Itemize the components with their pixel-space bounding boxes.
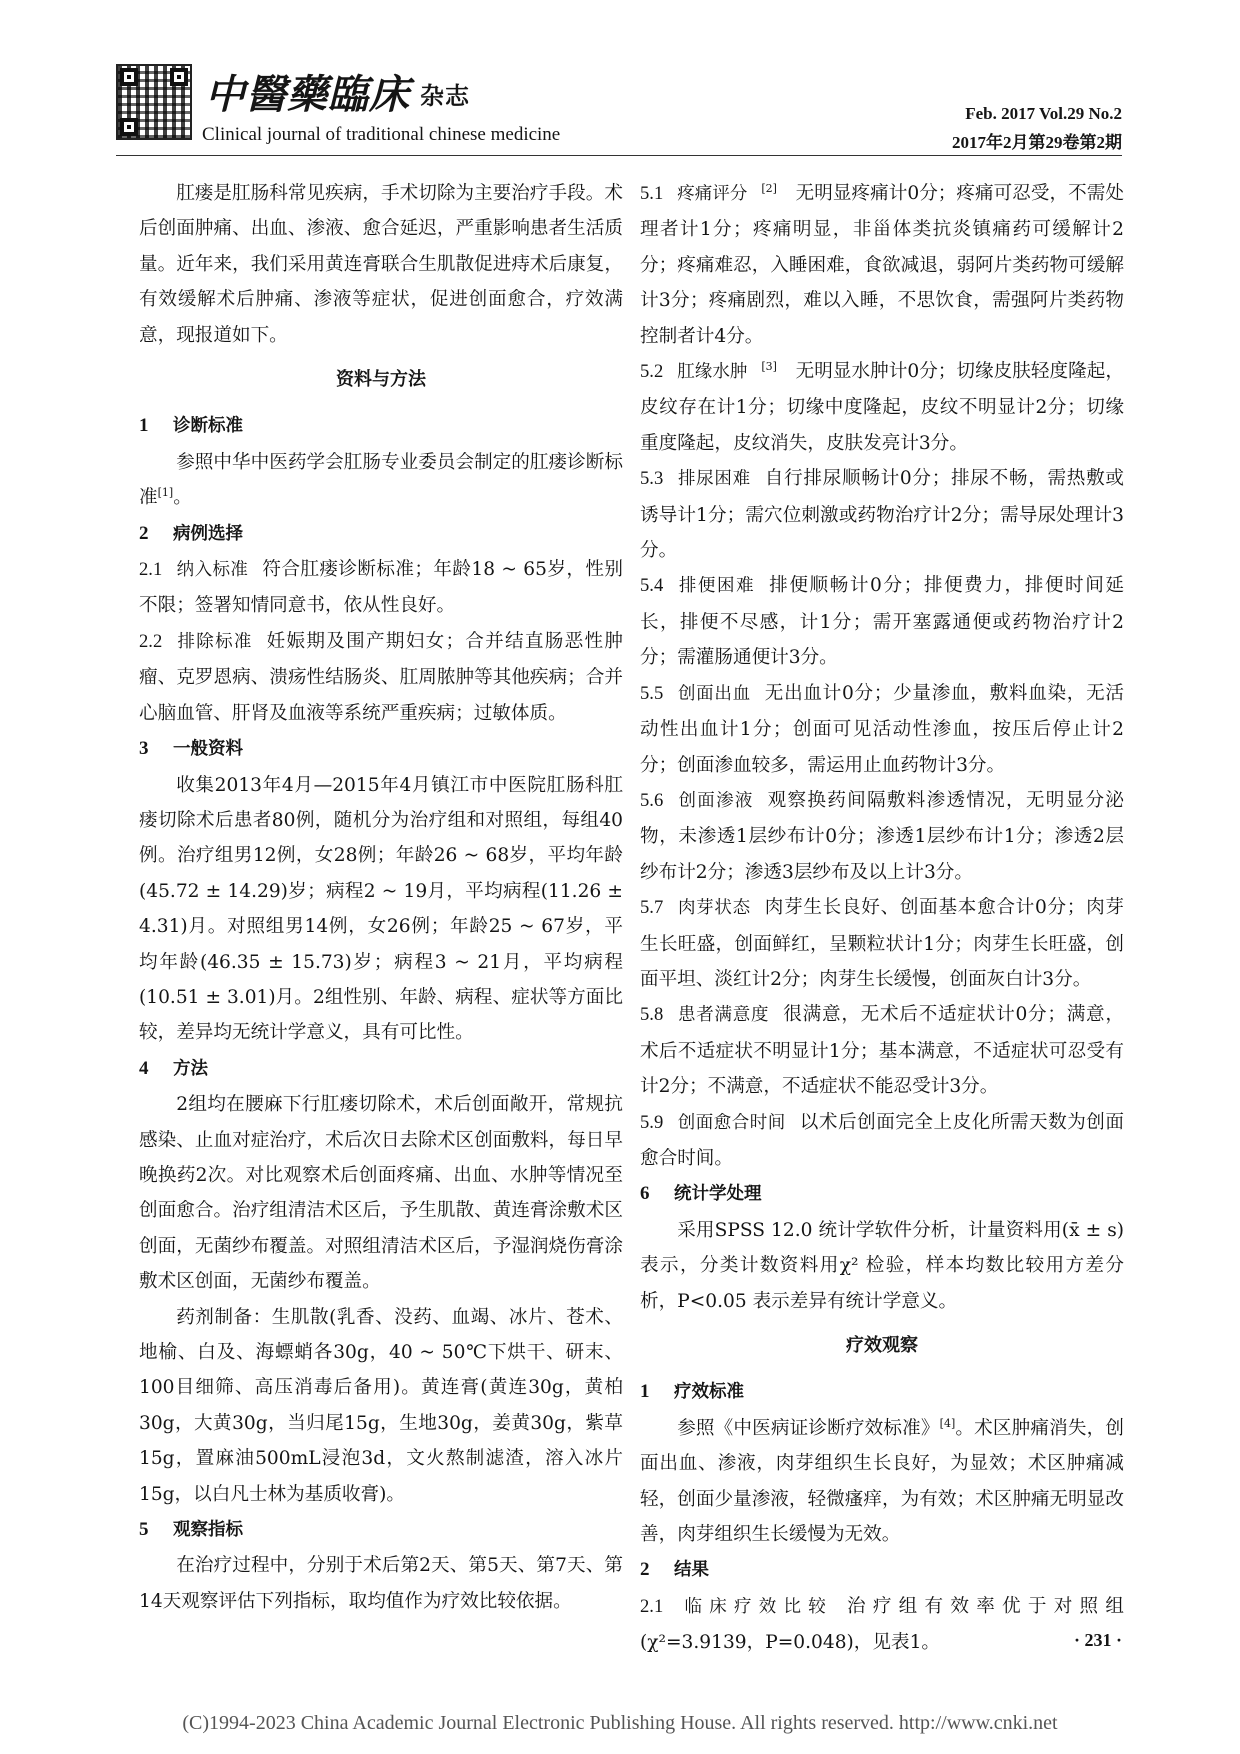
item-title: 排尿困难 xyxy=(677,469,751,490)
heading-text: 统计学处理 xyxy=(674,1184,762,1205)
reference-marker: [2] xyxy=(761,181,777,195)
item-title: 创面愈合时间 xyxy=(677,1112,786,1133)
item-number: 5.7 xyxy=(640,897,664,919)
heading-number: 2 xyxy=(640,1559,650,1581)
paragraph xyxy=(640,1411,1124,1553)
paragraph xyxy=(139,1300,623,1512)
item-title: 肉芽状态 xyxy=(677,898,751,919)
numbered-item xyxy=(640,783,1124,890)
item-number: 5.9 xyxy=(640,1111,664,1133)
item-title: 排除标准 xyxy=(176,631,253,652)
item-text: 无明显疼痛计0分；疼痛可忍受，不需处理者计1分；疼痛明显，非甾体类抗炎镇痛药可缓解计2分；疼痛难忍，入睡困难，食欲减退，弱阿片类药物可缓解计3分；疼痛剧烈，难以入睡，不思饮食，需强阿片类药物控制者计4分。 xyxy=(640,183,1124,347)
item-number: 2.1 xyxy=(139,559,163,581)
heading-text: 结果 xyxy=(674,1560,709,1581)
heading-number: 1 xyxy=(139,415,149,437)
subsection-heading xyxy=(139,1512,623,1548)
qr-finder-icon xyxy=(170,68,188,86)
item-text: 观察换药间隔敷料渗透情况，无明显分泌物，未渗透1层纱布计0分；渗透1层纱布计1分；渗透2层纱布计2分；渗透3层纱布及以上计3分。 xyxy=(640,789,1124,883)
heading-text: 诊断标准 xyxy=(173,416,243,437)
subsection-heading xyxy=(640,1552,1124,1588)
heading-text: 疗效标准 xyxy=(674,1382,744,1403)
item-title: 患者满意度 xyxy=(677,1005,770,1026)
subsection-heading xyxy=(139,516,623,552)
journal-logo-text: 中醫藥臨床 xyxy=(205,71,410,118)
numbered-item xyxy=(640,461,1124,568)
heading-number: 3 xyxy=(139,738,149,760)
item-text: 自行排尿顺畅计0分；排尿不畅，需热敷或诱导计1分；需穴位刺激或药物治疗计2分；需导尿处理计3分。 xyxy=(640,468,1124,562)
item-title: 纳入标准 xyxy=(176,560,249,581)
journal-english-title: Clinical journal of traditional chinese medicine xyxy=(202,124,561,145)
item-title: 疼痛评分 xyxy=(677,184,748,204)
paragraph-text: 参照中华中医药学会肛肠专业委员会制定的肛瘘诊断标准 xyxy=(139,451,623,509)
journal-logo-suffix: 杂志 xyxy=(420,81,470,110)
section-title: 疗效观察 xyxy=(846,1335,918,1356)
subsection-heading xyxy=(139,1051,623,1087)
paragraph xyxy=(139,445,623,516)
paragraph-text: 收集2013年4月—2015年4月镇江市中医院肛肠科肛瘘切除术后患者80例，随机分为治疗组和对照组，每组40例。治疗组男12例，女28例；年龄26 ~ 68岁，平均年龄(45.72 ± 14.29)岁；病程2 ~ 19月，平均病程(11.26 ± 4.31)月。对照组男14例，女26例；年龄25 ~ 67岁，平均年龄(46.35 ± 15.73)岁；病程3 ~ 21月，平均病程(10.51 ± 3.01)月。2组性别、年龄、病程、症状等方面比较，差异均无统计学意义，具有可比性。 xyxy=(139,774,623,1044)
left-column xyxy=(139,176,623,1619)
numbered-item xyxy=(640,568,1124,675)
paragraph xyxy=(640,1213,1124,1319)
paragraph-text-tail: 。 xyxy=(173,487,192,509)
paragraph-text: 采用SPSS 12.0 统计学软件分析，计量资料用(x̄ ± s)表示，分类计数资料用χ² 检验，样本均数比较用方差分析，P<0.05 表示差异有统计学意义。 xyxy=(640,1219,1124,1312)
qr-finder-icon xyxy=(120,68,138,86)
page-number: · 231 · xyxy=(1073,1630,1122,1650)
item-number: 5.6 xyxy=(640,789,664,811)
heading-number: 2 xyxy=(139,522,149,544)
item-title: 排便困难 xyxy=(677,576,756,597)
item-number: 5.3 xyxy=(640,468,664,490)
numbered-item xyxy=(139,624,623,731)
paragraph-text: 肛瘘是肛肠科常见疾病，手术切除为主要治疗手段。术后创面肿痛、出血、渗液、愈合延迟，严重影响患者生活质量。近年来，我们采用黄连膏联合生肌散促进痔术后康复，有效缓解术后肿痛、渗液等症状，促进创面愈合，疗效满意，现报道如下。 xyxy=(139,183,623,346)
reference-marker: [4] xyxy=(939,1416,956,1430)
paragraph xyxy=(139,176,623,353)
item-title: 临床疗效比较 xyxy=(677,1596,833,1617)
item-number: 5.2 xyxy=(640,361,664,383)
item-number: 2.2 xyxy=(139,630,163,652)
paragraph xyxy=(139,768,623,1051)
item-text: 治疗组有效率优于对照组(χ²=3.9139，P=0.048)，见表1。 xyxy=(640,1595,1124,1654)
journal-logo xyxy=(205,72,470,118)
item-number: 5.8 xyxy=(640,1004,664,1026)
numbered-item xyxy=(640,1589,1124,1661)
heading-text: 病例选择 xyxy=(173,523,243,544)
numbered-item xyxy=(640,890,1124,997)
item-number: 2.1 xyxy=(640,1595,664,1617)
item-text: 以术后创面完全上皮化所需天数为创面愈合时间。 xyxy=(640,1111,1124,1169)
numbered-item xyxy=(640,354,1124,461)
heading-number: 1 xyxy=(640,1381,650,1403)
item-number: 5.5 xyxy=(640,682,664,704)
subsection-heading xyxy=(139,731,623,767)
reference-marker: [3] xyxy=(761,359,777,373)
item-text: 排便顺畅计0分；排便费力，排便时间延长，排便不尽感，计1分；需开塞露通便或药物治疗计2分；需灌肠通便计3分。 xyxy=(640,575,1124,669)
paragraph-text: 在治疗过程中，分别于术后第2天、第5天、第7天、第14天观察评估下列指标，取均值作为疗效比较依据。 xyxy=(139,1555,623,1612)
item-text: 无明显水肿计0分；切缘皮肤轻度隆起，皮纹存在计1分；切缘中度隆起，皮纹不明显计2分；切缘重度隆起，皮纹消失，皮肤发亮计3分。 xyxy=(640,361,1124,454)
subsection-heading xyxy=(640,1176,1124,1212)
item-title: 创面渗液 xyxy=(677,790,754,811)
paragraph-text-tail: 。术区肿痛消失，创面出血、渗液，肉芽组织生长良好，为显效；术区肿痛减轻，创面少量渗液，轻微瘙痒，为有效；术区肿痛无明显改善，肉芽组织生长缓慢为无效。 xyxy=(640,1417,1124,1546)
item-text: 肉芽生长良好、创面基本愈合计0分；肉芽生长旺盛，创面鲜红，呈颗粒状计1分；肉芽生长旺盛，创面平坦、淡红计2分；肉芽生长缓慢，创面灰白计3分。 xyxy=(640,897,1124,990)
reference-marker: [1] xyxy=(157,486,174,500)
heading-text: 一般资料 xyxy=(173,739,243,760)
numbered-item xyxy=(640,176,1124,354)
numbered-item xyxy=(640,997,1124,1104)
numbered-item xyxy=(139,552,623,624)
qr-finder-icon xyxy=(120,118,138,136)
subsection-heading xyxy=(640,1374,1124,1410)
heading-text: 观察指标 xyxy=(173,1520,243,1541)
item-title: 肛缘水肿 xyxy=(677,362,748,383)
item-title: 创面出血 xyxy=(677,683,751,704)
issue-info-chinese: 2017年2月第29卷第2期 xyxy=(952,133,1122,152)
subsection-heading xyxy=(139,408,623,444)
numbered-item xyxy=(640,676,1124,783)
right-column xyxy=(640,176,1124,1661)
header-divider xyxy=(116,155,1122,156)
paragraph-text: 药剂制备：生肌散(乳香、没药、血竭、冰片、苍术、地榆、白及、海螵蛸各30g，40 ~ 50℃下烘干、研末、100目细筛、高压消毒后备用)。黄连膏(黄连30g，黄柏30g，大黄30g，当归尾15g，生地30g，姜黄30g，紫草15g，置麻油500mL浸泡3d，文火熬制滤渣，溶入冰片15g，以白凡士林为基质收膏)。 xyxy=(139,1306,623,1505)
paragraph-text: 2组均在腰麻下行肛瘘切除术，术后创面敞开，常规抗感染、止血对症治疗，术后次日去除术区创面敷料，每日早晚换药2次。对比观察术后创面疼痛、出血、水肿等情况至创面愈合。治疗组清洁术区后，予生肌散、黄连膏涂敷术区创面，无菌纱布覆盖。对照组清洁术区后，予湿润烧伤膏涂敷术区创面，无菌纱布覆盖。 xyxy=(139,1094,623,1293)
issue-info-english: Feb. 2017 Vol.29 No.2 xyxy=(965,104,1122,123)
section-title: 资料与方法 xyxy=(336,369,426,391)
qr-code-icon xyxy=(116,64,192,140)
paragraph-text: 参照《中医病证诊断疗效标准》 xyxy=(677,1417,940,1439)
copyright-notice: (C)1994-2023 China Academic Journal Electronic Publishing House. All rights reserved. http://www.cnki.net xyxy=(182,1712,1058,1734)
heading-number: 5 xyxy=(139,1519,149,1541)
item-number: 5.1 xyxy=(640,183,664,204)
heading-number: 6 xyxy=(640,1183,650,1205)
item-text: 很满意，无术后不适症状计0分；满意，术后不适症状不明显计1分；基本满意，不适症状可忍受有计2分；不满意，不适症状不能忍受计3分。 xyxy=(640,1004,1125,1098)
paragraph xyxy=(139,1548,623,1619)
item-text: 妊娠期及围产期妇女；合并结直肠恶性肿瘤、克罗恩病、溃疡性结肠炎、肛周脓肿等其他疾病；合并心脑血管、肝肾及血液等系统严重疾病；过敏体质。 xyxy=(139,630,623,724)
item-text: 符合肛瘘诊断标准；年龄18 ~ 65岁，性别不限；签署知情同意书，依从性良好。 xyxy=(139,559,623,617)
item-text: 无出血计0分；少量渗血，敷料血染，无活动性出血计1分；创面可见活动性渗血，按压后停止计2分；创面渗血较多，需运用止血药物计3分。 xyxy=(640,682,1124,776)
item-number: 5.4 xyxy=(640,575,664,597)
paragraph xyxy=(139,1087,623,1299)
heading-number: 4 xyxy=(139,1057,149,1079)
heading-text: 方法 xyxy=(173,1058,208,1079)
numbered-item xyxy=(640,1105,1124,1177)
